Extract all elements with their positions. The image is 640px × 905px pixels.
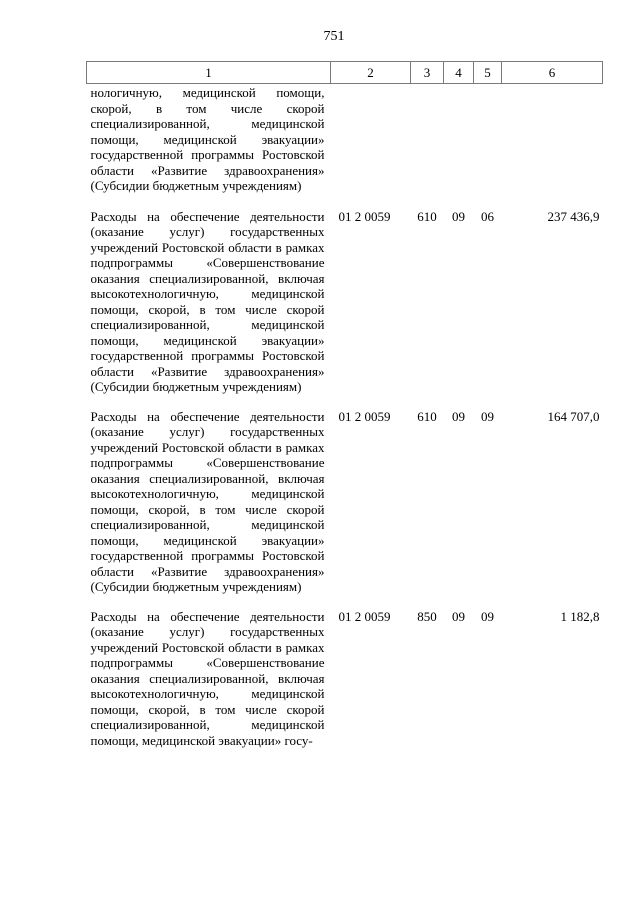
- budget-table: [86, 61, 603, 761]
- header-row: [87, 62, 603, 84]
- row-expense-type: 610: [417, 208, 437, 224]
- header-col-2: 2: [331, 62, 411, 84]
- row-amount: 1 182,8: [560, 608, 600, 624]
- row-target-code: 01 2 0059: [338, 608, 391, 624]
- page-number: 751: [323, 29, 345, 44]
- row-target-code: [331, 84, 411, 208]
- row-section: 09: [452, 208, 465, 224]
- header-col-4: 4: [444, 62, 474, 84]
- row-name: Расходы на обеспечение деятельности (оказание услуг) государственных учреждений Ростовской области в рамках подпрограммы «Совершенствование оказания специализированной, включая высокотехнологичную, медицинской помощи, скорой, в том числе скорой специализированной, медицинской помощи, медицинской эвакуации» государственной программы Ростовской области «Развитие здравоохранения» (Субсидии бюджетным учреждениям): [90, 408, 325, 594]
- row-section: [444, 84, 474, 208]
- header-col-3: 3: [411, 62, 444, 84]
- row-name: Расходы на обеспечение деятельности (оказание услуг) государственных учреждений Ростовской области в рамках подпрограммы «Совершенствование оказания специализированной, включая высокотехнологичную, медицинской помощи, скорой, в том числе скорой специализированной, медицинской помощи, медицинской эвакуации» государственной программы Ростовской области «Развитие здравоохранения» (Субсидии бюджетным учреждениям): [90, 208, 325, 394]
- header-col-5: 5: [474, 62, 502, 84]
- row-expense-type: 850: [417, 608, 437, 624]
- row-name: нологичную, медицинской помощи, скорой, в том числе скорой специализированной, медицинской помощи, медицинской эвакуации» государственной программы Ростовской области «Развитие здравоохранения» (Субсидии бюджетным учреждениям): [90, 85, 325, 193]
- table-header: [87, 62, 603, 84]
- row-expense-type: 610: [417, 408, 437, 424]
- row-subsection: [474, 84, 502, 208]
- row-subsection: 06: [481, 208, 494, 224]
- row-subsection: 09: [481, 408, 494, 424]
- header-col-1: 1: [87, 62, 331, 84]
- row-amount: 237 436,9: [547, 208, 600, 224]
- row-target-code: 01 2 0059: [338, 408, 391, 424]
- row-name: Расходы на обеспечение деятельности (оказание услуг) государственных учреждений Ростовской области в рамках подпрограммы «Совершенствование оказания специализированной, включая высокотехнологичную, медицинской помощи, скорой, в том числе скорой специализированной, медицинской помощи, медицинской эвакуации» госу-: [90, 608, 325, 748]
- table-row: [87, 208, 603, 408]
- row-section: 09: [452, 408, 465, 424]
- row-target-code: 01 2 0059: [338, 208, 391, 224]
- row-amount: 164 707,0: [547, 408, 600, 424]
- row-section: 09: [452, 608, 465, 624]
- table-row: [87, 84, 603, 208]
- table-row: [87, 608, 603, 762]
- table-row: [87, 408, 603, 608]
- table-body: [87, 84, 603, 762]
- row-subsection: 09: [481, 608, 494, 624]
- header-col-6: 6: [502, 62, 603, 84]
- row-expense-type: [411, 84, 444, 208]
- row-amount: [502, 84, 603, 208]
